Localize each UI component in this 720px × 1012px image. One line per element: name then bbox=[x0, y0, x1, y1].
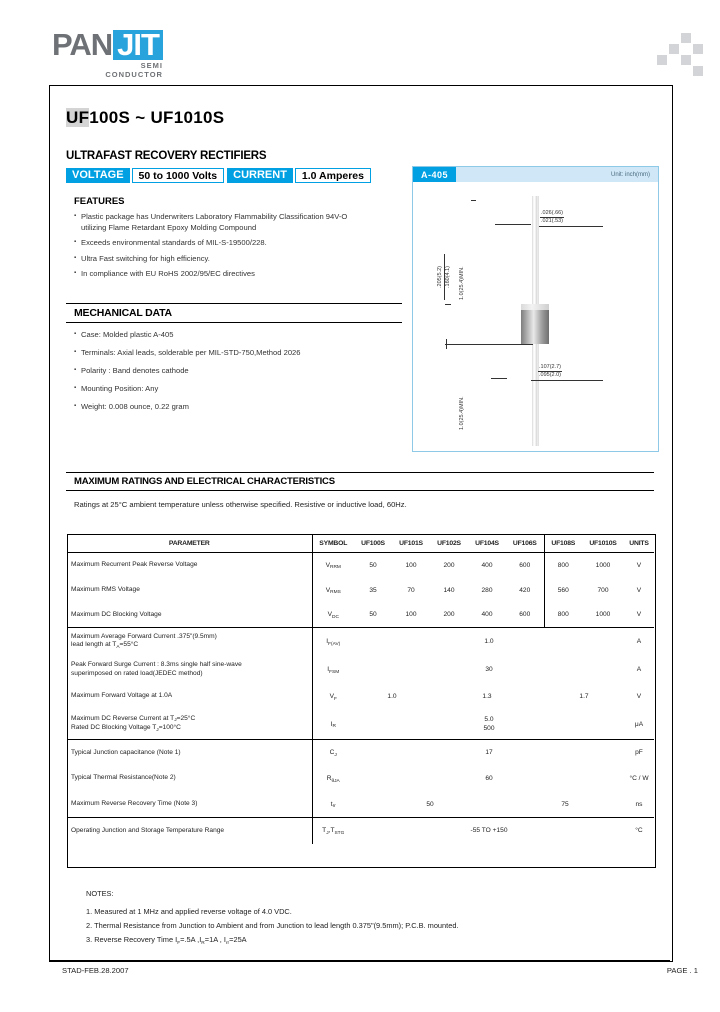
row-parameter: Maximum Forward Voltage at 1.0A bbox=[67, 684, 312, 710]
row-symbol: $t_{rr}$ bbox=[312, 792, 354, 818]
row-value: 35 bbox=[369, 586, 377, 594]
row-symbol: $R_{\theta JA}$ bbox=[326, 775, 340, 784]
row-symbol: $V_F$ bbox=[329, 693, 337, 702]
th-uf100s: UF100S bbox=[354, 534, 392, 553]
row-units: μA bbox=[624, 710, 654, 740]
th-units: UNITS bbox=[624, 534, 654, 553]
dim-body-diameter bbox=[538, 364, 562, 379]
voltage-value: 50 to 1000 Volts bbox=[132, 168, 225, 183]
table-row bbox=[67, 710, 654, 740]
features-heading: FEATURES bbox=[74, 196, 125, 207]
th-uf102s: UF102S bbox=[430, 534, 468, 553]
ratings-heading: MAXIMUM RATINGS AND ELECTRICAL CHARACTERISTICS bbox=[66, 472, 654, 491]
row-span-value: 30 bbox=[485, 666, 493, 673]
row-parameter: Typical Thermal Resistance(Note 2) bbox=[67, 766, 312, 792]
row-value: 600 bbox=[506, 553, 544, 578]
row-span-value: 60 bbox=[485, 775, 493, 782]
row-units: A bbox=[636, 666, 642, 673]
mechanical-data-list bbox=[66, 323, 402, 412]
dim-lead-diameter bbox=[540, 210, 564, 225]
row-units: A bbox=[636, 638, 642, 646]
package-name-badge: A-405 bbox=[413, 167, 456, 182]
row-group-value: 1.0 bbox=[387, 693, 397, 700]
note-item: 2. Thermal Resistance from Junction to Ambient and from Junction to lead length 0.375"(9.5mm); P.C.B. mounted. bbox=[86, 921, 459, 930]
row-value: 420 bbox=[506, 578, 544, 603]
ratings-section bbox=[66, 472, 654, 509]
row-value: 600 bbox=[506, 603, 544, 628]
row-parameter: Maximum DC Reverse Current at $T_J=25^\circ C$ Rated DC Blocking Voltage $T_J=100^\circ C$ bbox=[67, 710, 312, 740]
row-units: V bbox=[636, 586, 642, 594]
row-parameter: Operating Junction and Storage Temperature Range bbox=[67, 818, 312, 844]
logo-text-jit: JIT bbox=[113, 30, 163, 60]
row-value: 1000 bbox=[582, 603, 624, 628]
notes-heading: NOTES: bbox=[86, 889, 114, 898]
th-parameter: PARAMETER bbox=[67, 534, 312, 553]
dim-body-length-text bbox=[437, 254, 452, 300]
row-value: 400 bbox=[468, 603, 506, 628]
decorative-squares bbox=[657, 33, 703, 75]
dim-lead-length-bottom: 1.0(25.4)MIN. bbox=[459, 396, 465, 430]
row-symbol: $I_{F(AV)}$ bbox=[326, 638, 341, 647]
dim-body-length-lower: .160(4.1) bbox=[445, 266, 451, 289]
mechanical-item: ▪ Terminals: Axial leads, solderable per MIL-STD-750,Method 2026 bbox=[74, 348, 402, 358]
logo-wordmark bbox=[52, 27, 163, 62]
row-group-value: 75 bbox=[506, 792, 624, 818]
voltage-current-bar bbox=[66, 168, 374, 183]
row-symbol: $V_{RRM}$ bbox=[325, 561, 341, 571]
row-span-value: -55 TO +150 bbox=[470, 827, 508, 835]
th-uf101s: UF101S bbox=[392, 534, 430, 553]
package-unit-note: Unit: inch(mm) bbox=[610, 171, 650, 178]
footer-page-number: PAGE . 1 bbox=[666, 966, 698, 975]
row-parameter: Maximum Reverse Recovery Time (Note 3) bbox=[67, 792, 312, 818]
row-value: 1000 bbox=[595, 561, 611, 569]
row-group-value: 1.7 bbox=[579, 693, 589, 700]
current-value: 1.0 Amperes bbox=[295, 168, 371, 183]
package-drawing-panel bbox=[412, 166, 659, 452]
dim-lead-diameter-upper: .026(.66) bbox=[541, 210, 564, 216]
page-title-prefix: UF bbox=[66, 108, 90, 127]
footer-revision: STAD-FEB.28.2007 bbox=[62, 966, 129, 975]
ratings-condition-note: Ratings at 25°C ambient temperature unless otherwise specified. Resistive or inductive load, 60Hz. bbox=[74, 500, 407, 509]
company-logo bbox=[52, 27, 163, 79]
row-parameter: Maximum RMS Voltage bbox=[67, 578, 312, 603]
row-value: 50 bbox=[354, 603, 392, 628]
table-header-row bbox=[67, 534, 654, 553]
th-uf108s: UF108S bbox=[544, 534, 582, 553]
note-item: 3. Reverse Recovery Time $I_F=.5A$ $,I_R=1A$ , $I_{rr}=25A$ bbox=[86, 935, 247, 946]
row-value: 200 bbox=[430, 603, 468, 628]
logo-text-pan: PAN bbox=[52, 27, 113, 62]
features-list bbox=[74, 212, 374, 285]
row-symbol: $I_{FSM}$ bbox=[327, 666, 340, 675]
logo-subtitle-semi: SEMI bbox=[140, 61, 163, 70]
row-group-value: 1.3 bbox=[482, 693, 492, 700]
table-row bbox=[67, 740, 654, 766]
row-units: pF bbox=[635, 749, 643, 757]
row-symbol: $T_J,T_{STG}$ bbox=[322, 827, 345, 836]
row-units: V bbox=[636, 693, 642, 700]
page-title-rest: 100S ~ UF1010S bbox=[89, 108, 225, 127]
dim-body-diameter-lower: .095(2.0) bbox=[539, 372, 562, 378]
mechanical-item: ▪ Case: Molded plastic A-405 bbox=[74, 330, 402, 340]
row-value: 200 bbox=[443, 561, 455, 569]
dim-lead-diameter-lower: .021(.53) bbox=[541, 218, 564, 224]
table-row bbox=[67, 766, 654, 792]
feature-item: ▪ Exceeds environmental standards of MIL-S-19500/228. bbox=[74, 238, 374, 249]
footer-divider bbox=[50, 960, 670, 961]
diode-band-graphic bbox=[521, 304, 549, 310]
feature-item: ▪ Ultra Fast switching for high efficiency. bbox=[74, 254, 374, 265]
row-value: 800 bbox=[544, 603, 582, 628]
mechanical-data-heading: MECHANICAL DATA bbox=[66, 303, 402, 323]
row-value: 700 bbox=[597, 586, 609, 594]
row-span-value: 17 bbox=[485, 749, 493, 757]
feature-item: ▪ Plastic package has Underwriters Laboratory Flammability Classification 94V-O utilizing Flame Retardant Epoxy Molding Compound bbox=[74, 212, 374, 233]
mechanical-item: ▪ Polarity : Band denotes cathode bbox=[74, 366, 402, 376]
row-value: 280 bbox=[481, 586, 493, 594]
mechanical-data-section bbox=[66, 303, 402, 420]
row-value: 800 bbox=[557, 561, 569, 569]
dim-body-diameter-upper: .107(2.7) bbox=[539, 364, 562, 370]
row-value: 100 bbox=[405, 561, 417, 569]
row-span-value: 1.0 bbox=[484, 638, 494, 646]
current-label: CURRENT bbox=[227, 168, 293, 183]
row-parameter: Maximum Recurrent Peak Reverse Voltage bbox=[67, 553, 312, 578]
row-value: 50 bbox=[369, 561, 377, 569]
row-units: V bbox=[624, 603, 654, 628]
th-uf1010s: UF1010S bbox=[582, 534, 624, 553]
diode-body-graphic bbox=[521, 304, 549, 344]
row-units: V bbox=[636, 561, 642, 569]
row-units: °C bbox=[635, 827, 643, 835]
row-parameter: Peak Forward Surge Current : 8.3ms single half sine-wave superimposed on rated load(JEDEC method) bbox=[67, 656, 312, 684]
table-row bbox=[67, 553, 654, 578]
table-row bbox=[67, 628, 654, 656]
table-row bbox=[67, 684, 654, 710]
row-value: 140 bbox=[443, 586, 455, 594]
logo-subtitle-conductor: CONDUCTOR bbox=[105, 70, 163, 79]
row-parameter: Typical Junction capacitance (Note 1) bbox=[67, 740, 312, 766]
row-group-value: 50 bbox=[354, 792, 506, 818]
dim-body-length-upper: .205(5.2) bbox=[437, 254, 445, 300]
package-drawing-header bbox=[413, 167, 658, 182]
mechanical-item: ▪ Mounting Position: Any bbox=[74, 384, 402, 394]
row-parameter: Maximum DC Blocking Voltage bbox=[67, 603, 312, 628]
table-row bbox=[67, 818, 654, 844]
row-value: 100 bbox=[392, 603, 430, 628]
row-symbol: $C_J$ bbox=[329, 749, 337, 758]
th-symbol: SYMBOL bbox=[312, 534, 354, 553]
row-parameter: Maximum Average Forward Current .375"(9.5mm) lead length at $T_A=55^\circ C$ bbox=[67, 628, 312, 656]
row-span-value: 5.0 500 bbox=[354, 710, 624, 740]
row-symbol: $I_R$ bbox=[312, 710, 354, 740]
page-title bbox=[66, 108, 224, 128]
package-drawing-body bbox=[413, 182, 658, 450]
row-symbol: $V_{RMS}$ bbox=[325, 586, 341, 595]
row-value: 560 bbox=[557, 586, 569, 594]
table-row bbox=[67, 603, 654, 628]
dim-lead-length-top: 1.0(25.4)MIN. bbox=[459, 266, 465, 300]
mechanical-item: ▪ Weight: 0.008 ounce, 0.22 gram bbox=[74, 402, 402, 412]
row-symbol: $V_{DC}$ bbox=[312, 603, 354, 628]
voltage-label: VOLTAGE bbox=[66, 168, 130, 183]
row-value: 400 bbox=[481, 561, 493, 569]
characteristics-table bbox=[67, 534, 654, 844]
row-units: ns bbox=[624, 792, 654, 818]
product-category-title: ULTRAFAST RECOVERY RECTIFIERS bbox=[66, 150, 267, 162]
notes-section bbox=[86, 889, 458, 951]
th-uf106s: UF106S bbox=[506, 534, 544, 553]
table-row bbox=[67, 656, 654, 684]
th-uf104s: UF104S bbox=[468, 534, 506, 553]
feature-item: ▪ In compliance with EU RoHS 2002/95/EC directives bbox=[74, 269, 374, 280]
table-row bbox=[67, 578, 654, 603]
table-row bbox=[67, 792, 654, 818]
row-value: 70 bbox=[407, 586, 415, 594]
note-item: 1. Measured at 1 MHz and applied reverse voltage of 4.0 VDC. bbox=[86, 907, 292, 916]
row-units: °C / W bbox=[629, 775, 649, 782]
